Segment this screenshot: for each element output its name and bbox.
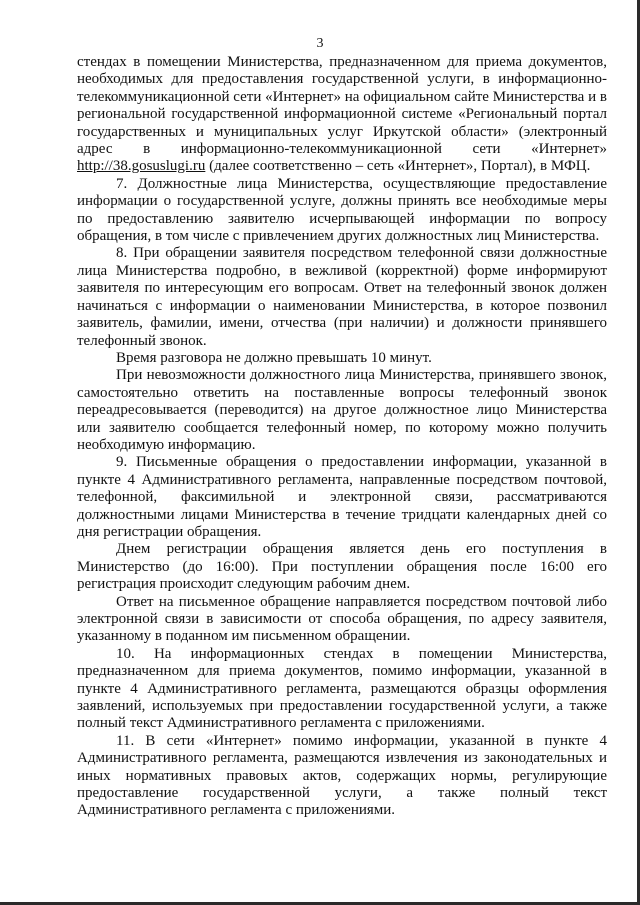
page-number: 3 — [316, 36, 324, 51]
paragraph-10: 10. На информационных стендах в помещении Министерства, предназначенном для приема документов, помимо информации, указанной в пункте 4 Административного регламента, размещаются образцы оформления заявлений, используемых при предоставлении государственной услуги, а также полный текст Административного регламента с приложениями. — [77, 645, 607, 732]
paragraph-written-reply: Ответ на письменное обращение направляется посредством почтовой либо электронной связи в зависимости от способа обращения, по адресу заявителя, указанному в поданном им письменном обращении. — [77, 593, 607, 645]
portal-link[interactable]: http://38.gosuslugi.ru — [77, 158, 206, 175]
paragraph-8: 8. При обращении заявителя посредством телефонной связи должностные лица Министерства подробно, в вежливой (корректной) форме информируют заявителя по интересующим его вопросам. Ответ на телефонный звонок должен начинаться с информации о наименовании Министерства, в которое позвонил заявитель, фамилии, имени, отчества (при наличии) и должности принявшего телефонный звонок. — [77, 245, 607, 349]
paragraph-call-duration: Время разговора не должно превышать 10 минут. — [116, 349, 432, 366]
paragraph-7: 7. Должностные лица Министерства, осуществляющие предоставление информации о государственной услуге, должны принять все необходимые меры по предоставлению заявителю исчерпывающей информации по вопросу обращения, в том числе с привлечением других должностных лиц Министерства. — [77, 175, 607, 245]
paragraph-text: (далее соответственно – сеть «Интернет», Портал), в МФЦ. — [205, 158, 591, 175]
paragraph-11: 11. В сети «Интернет» помимо информации, указанной в пункте 4 Административного регламента, размещаются извлечения из законодательных и иных нормативных правовых актов, содержащих нормы, регулирующие предоставление государственной услуги, а также полный текст Административного регламента с приложениями. — [77, 732, 607, 819]
paragraph-9: 9. Письменные обращения о предоставлении информации, указанной в пункте 4 Административного регламента, направленные посредством почтовой, телефонной, факсимильной и электронной связи, рассматриваются должностными лицами Министерства в течение тридцати календарных дней со дня регистрации обращения. — [77, 454, 607, 540]
paragraph-text: стендах в помещении Министерства, предназначенном для приема документов, необходимых для предоставления государственной услуги, в информационно-телекоммуникационной сети «Интернет» на официальном сайте Министерства и в региональной государственной информационной системе «Региональный портал государственных и муниципальных услуг Иркутской области» (электронный адрес в информационно-телекоммуникационной сети «Интернет» — [77, 54, 607, 158]
document-body — [77, 54, 607, 820]
paragraph-call-redirect: При невозможности должностного лица Министерства, принявшего звонок, самостоятельно ответить на поставленные вопросы телефонный звонок переадресовывается (переводится) на другое должностное лицо Министерства или заявителю сообщается телефонный номер, по которому можно получить необходимую информацию. — [77, 367, 607, 453]
paragraph-portal-info — [77, 54, 607, 176]
paragraph-registration-day: Днем регистрации обращения является день его поступления в Министерство (до 16:00). При поступлении обращения после 16:00 его регистрация происходит следующим рабочим днем. — [77, 541, 607, 593]
